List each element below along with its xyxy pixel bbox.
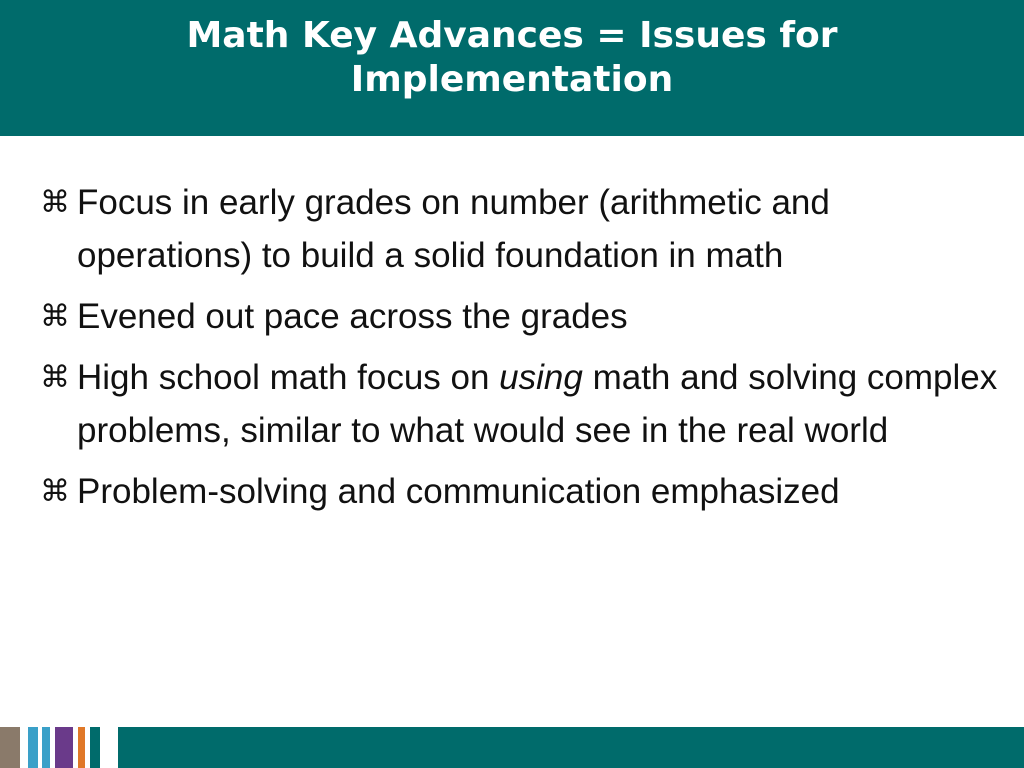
stripe-purple: [55, 727, 73, 768]
bullet-list: [40, 176, 1000, 526]
bullet-text: Focus in early grades on number (arithmetic and operations) to build a solid foundation in math: [77, 183, 830, 275]
command-key-icon: ⌘: [40, 474, 70, 509]
bullet-item: [40, 465, 1000, 518]
title-line-2: Implementation: [350, 59, 674, 100]
stripe-brown: [0, 727, 20, 768]
bullet-item: [40, 290, 1000, 343]
footer-bar: [0, 727, 1024, 768]
bullet-item: [40, 351, 1000, 457]
stripe-orange: [78, 727, 85, 768]
bullet-item: [40, 176, 1000, 282]
title-line-1: Math Key Advances = Issues for: [186, 15, 838, 56]
bullet-emphasis: using: [499, 358, 583, 397]
command-key-icon: ⌘: [40, 360, 70, 395]
stripe-blue-2: [42, 727, 50, 768]
bullet-text-continued: math and solving complex problems, similar to what would see in the real world: [77, 358, 998, 450]
bullet-text: Evened out pace across the grades: [77, 297, 628, 336]
bullet-text: High school math focus on: [77, 358, 500, 397]
stripe-teal: [90, 727, 100, 768]
stripe-blue: [28, 727, 38, 768]
command-key-icon: ⌘: [40, 185, 70, 220]
bullet-text: Problem-solving and communication emphasized: [77, 472, 840, 511]
command-key-icon: ⌘: [40, 299, 70, 334]
slide-title: [0, 14, 1024, 102]
